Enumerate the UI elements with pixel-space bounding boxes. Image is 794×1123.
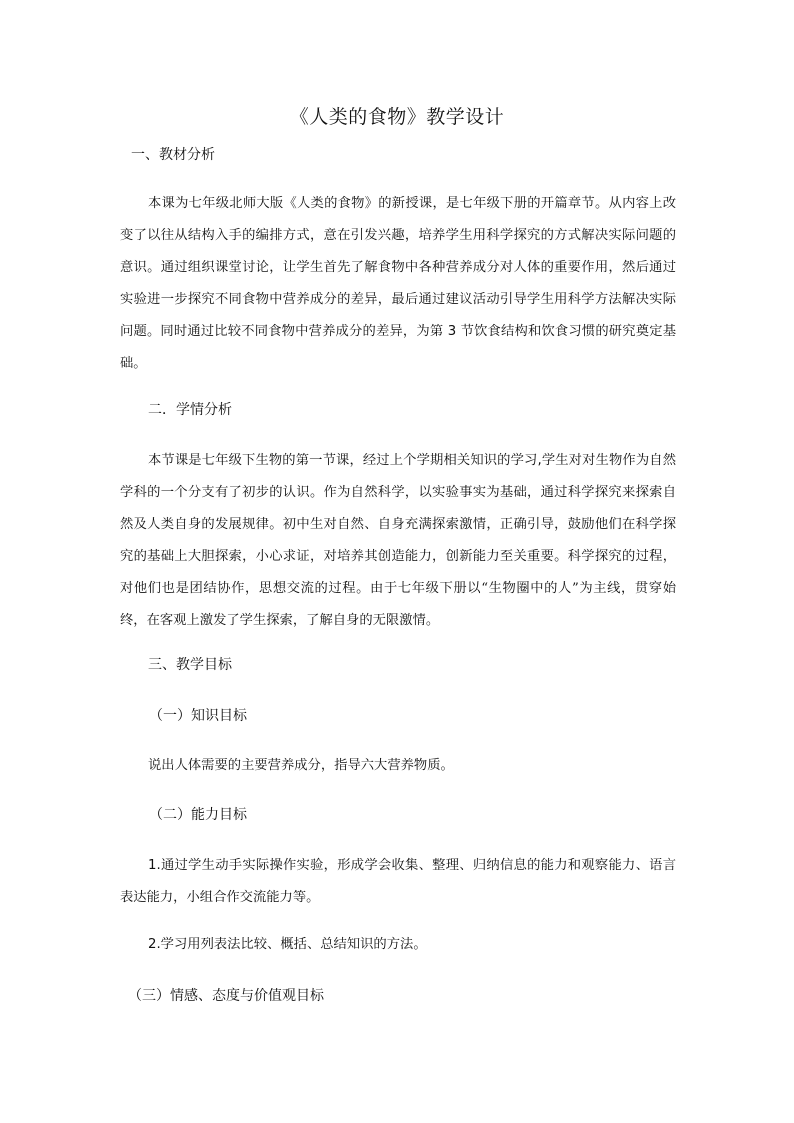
document-title: 《人类的食物》教学设计 <box>289 106 505 128</box>
student-analysis-quote: “生物圈中的人” <box>481 581 579 596</box>
paragraph-textbook-analysis: 本课为七年级北师大版《人类的食物》的新授课，是七年级下册的开篇章节。从内容上改变了以往从结构入手的编排方式，意在引发兴趣，培养学生用科学探究的方式解决实际问题的意识。通过组织课堂讨论，让学生首先了解食物中各种营养成分对人体的重要作用，然后通过实验进一步探究不同食物中营养成分的差异，最后通过建议活动引导学生用科学方法解决实际问题。同时通过比较不同食物中营养成分的差异，为第 3 节饮食结构和饮食习惯的研究奠定基础。 <box>120 196 676 371</box>
subheading-ability-objectives: （二）能力目标 <box>149 807 247 823</box>
section-heading-teaching-objectives: 三、教学目标 <box>148 657 232 673</box>
ability-objective-item-2: 2.学习用列表法比较、概括、总结知识的方法。 <box>148 937 427 952</box>
subheading-emotion-objectives: （三）情感、态度与价值观目标 <box>128 988 324 1004</box>
ability-objective-item-1: 1.通过学生动手实际操作实验，形成学会收集、整理、归纳信息的能力和观察能力、语言表达能力，小组合作交流能力等。 <box>120 858 676 905</box>
section-heading-textbook-analysis: 一、教材分析 <box>131 147 215 163</box>
paragraph-student-analysis <box>120 445 676 637</box>
knowledge-objective-text: 说出人体需要的主要营养成分，指导六大营养物质。 <box>148 758 454 773</box>
section-heading-student-analysis: 二．学情分析 <box>148 402 232 418</box>
student-analysis-text-2: 为主线，贯穿始终，在客观上激发了学生探索，了解自身的无限激情。 <box>120 581 676 628</box>
subheading-knowledge-objectives: （一）知识目标 <box>149 708 247 724</box>
student-analysis-text-1: 本节课是七年级下生物的第一节课，经过上个学期相关知识的学习,学生对对生物作为自然学科的一个分支有了初步的认识。作为自然科学，以实验事实为基础，通过科学探究来探索自然及人类自身的发展规律。初中生对自然、自身充满探索激情，正确引导，鼓励他们在科学探究的基础上大胆探索，小心求证，对培养其创造能力，创新能力至关重要。科学探究的过程，对他们也是团结协作，思想交流的过程。由于七年级下册以 <box>120 453 676 596</box>
